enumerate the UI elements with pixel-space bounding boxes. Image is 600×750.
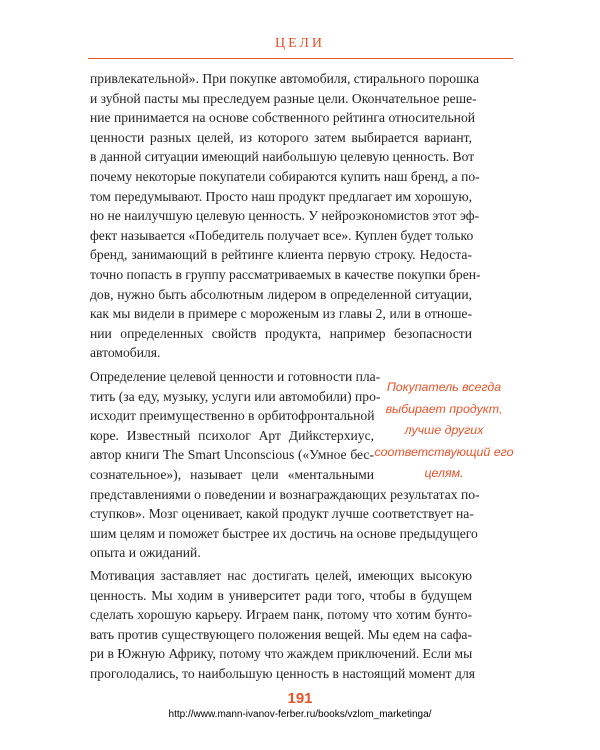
text-line: ние принимается на основе собственного рейтинга относительной (90, 110, 476, 126)
pull-quote-line: Покупатель всегда (386, 380, 502, 394)
text-line: ценности разных целей, из которого затем выбирается вариант, (90, 129, 472, 145)
pull-quote (370, 377, 518, 485)
pull-quote-line: соответствующий его (374, 444, 514, 459)
text-line: коре. Известный психолог Арт Дийкстерхиус, (90, 427, 374, 443)
text-line: Определение целевой ценности и готовности пла- (90, 369, 381, 384)
text-line: как мы видели в примере с мороженым из главы 2, или в отноше- (90, 306, 472, 322)
text-line: нии определенных свойств продукта, например безопасности (90, 325, 472, 341)
text-line: бренд, занимающий в рейтинге клиента первую строку. Недоста- (90, 247, 472, 263)
paragraph-3 (90, 566, 475, 684)
text-line: том передумывают. Просто наш продукт предлагает им хорошую, (90, 188, 472, 204)
text-line: шим целям и поможет быстрее их достичь на основе предыдущего (90, 525, 478, 541)
text-line: ступков». Мозг оценивает, какой продукт лучше соответствует на- (90, 506, 474, 522)
header-rule (88, 58, 513, 59)
text-line: но не наилучшую целевую ценность. У нейроэкономистов этот эф- (90, 208, 480, 224)
text-line: Мотивация заставляет нас достигать целей, имеющих высокую (90, 568, 472, 583)
text-line: фект называется «Победитель получает все». Куплен будет только (90, 227, 474, 243)
text-line: дов, нужно быть абсолютным лидером в определенной ситуации, (90, 286, 472, 302)
pull-quote-line: выбирает продукт, (385, 401, 503, 416)
text-line: точно попасть в группу рассматриваемых в качестве покупки брен- (90, 266, 481, 282)
text-line: опыта и ожиданий. (90, 545, 201, 561)
text-line: почему некоторые покупатели собираются купить наш бренд, а по- (90, 168, 480, 184)
pull-quote-line: целям. (424, 466, 464, 480)
text-line: проголодались, то наибольшую ценность в настоящий момент для (90, 665, 475, 681)
running-header-title: ЦЕЛИ (274, 36, 326, 51)
text-line: сознательное»), называет цели «ментальными (90, 466, 374, 482)
text-line: вать против существующего положения вещей. Мы едем на сафа- (90, 626, 472, 642)
text-line: представлениями о поведении и вознаграждающих результатах по- (90, 486, 480, 502)
text-line: исходит преимущественно в орбитофронтальной (90, 408, 375, 424)
text-line: автор книги The Smart Unconscious («Умное бес- (90, 447, 374, 463)
text-line: сделать хорошую карьеру. Играем панк, потому что хотим бунто- (90, 607, 472, 623)
text-line: тить (за еду, музыку, услуги или автомобили) про- (90, 388, 381, 404)
source-url[interactable]: http://www.mann-ivanov-ferber.ru/books/vzlom_marketinga/ (168, 709, 432, 720)
text-line: привлекательной». При покупке автомобиля, стирального порошка (90, 71, 480, 86)
paragraph-1 (90, 69, 481, 363)
text-line: ценность. Мы ходим в университет ради того, чтобы в будущем (90, 587, 472, 603)
pull-quote-line: лучше других (404, 423, 484, 437)
text-line: автомобиля. (90, 345, 161, 361)
text-line: и зубной пасты мы преследуем разные цели. Окончательное реше- (90, 90, 477, 106)
text-line: ри в Южную Африку, потому что жаждем приключений. Если мы (90, 646, 473, 662)
page-number: 191 (287, 690, 313, 707)
text-line: в данной ситуации имеющий наибольшую целевую ценность. Вот (90, 149, 475, 165)
